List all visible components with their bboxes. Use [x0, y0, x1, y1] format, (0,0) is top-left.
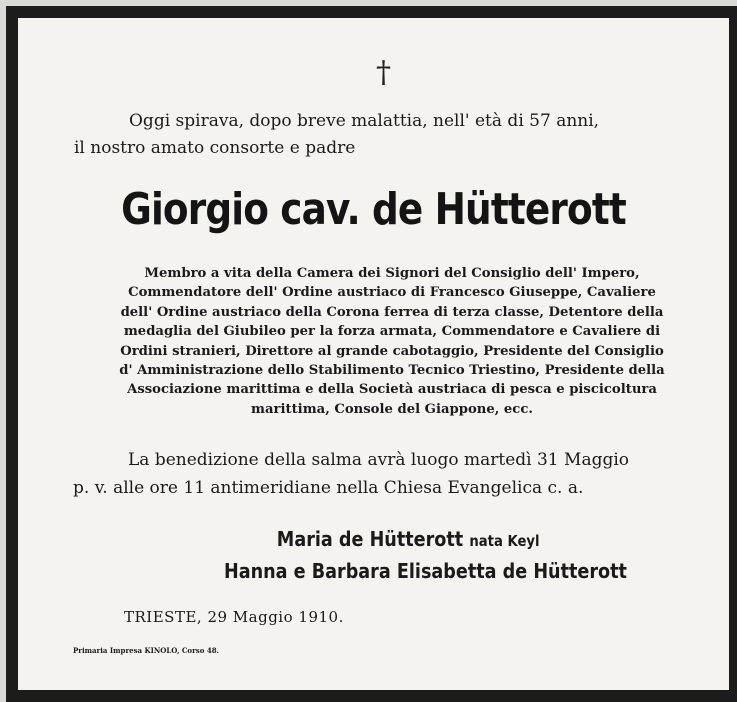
funeral-line-2: p. v. alle ore 11 antimeridiane nella Chiesa Evangelica c. a.: [73, 478, 584, 498]
honors-line: d' Amministrazione dello Stabilimento Tecnico Triestino, Presidente della: [119, 363, 665, 379]
intro-line-2: il nostro amato consorte e padre: [74, 138, 356, 158]
honors-line: Associazione marittima e della Società austriaca di pesca e piscicoltura: [127, 382, 657, 398]
honors-line: Commendatore dell' Ordine austriaco di Francesco Giuseppe, Cavaliere: [128, 285, 656, 301]
honors-line: medaglia del Giubileo per la forza armata, Commendatore e Cavaliere di: [123, 324, 661, 340]
honors-line: Membro a vita della Camera dei Signori del Consiglio dell' Impero,: [144, 266, 640, 281]
funeral-announcement: [73, 446, 713, 502]
honors-line: marittima, Console del Giappone, ecc.: [251, 401, 533, 417]
obituary-border: [6, 6, 737, 702]
deceased-name: Giorgio cav. de Hütterott: [121, 184, 626, 235]
intro-line-1: Oggi spirava, dopo breve malattia, nell' età di 57 anni,: [129, 111, 600, 131]
honors-line: Ordini stranieri, Direttore al grande cabotaggio, Presidente del Consiglio: [120, 343, 664, 359]
family-line-2: Hanna e Barbara Elisabetta de Hütterott: [224, 559, 627, 583]
cross-icon: †: [376, 55, 391, 90]
obituary-notice: [28, 28, 719, 680]
family-member-maiden: nata Keyl: [469, 532, 540, 550]
honors-list: [73, 264, 711, 419]
intro-text: [74, 108, 714, 162]
printer-credit: Primaria Impresa KINOLO, Corso 48.: [73, 646, 219, 655]
honors-line: dell' Ordine austriaco della Corona ferrea di terza classe, Detentore della: [120, 304, 664, 320]
family-signatures: [224, 524, 646, 586]
place-date: TRIESTE, 29 Maggio 1910.: [124, 608, 344, 626]
family-member-name: Maria de Hütterott: [276, 527, 464, 551]
funeral-line-1: La benedizione della salma avrà luogo martedì 31 Maggio: [128, 450, 630, 470]
family-line-1: [224, 524, 646, 556]
